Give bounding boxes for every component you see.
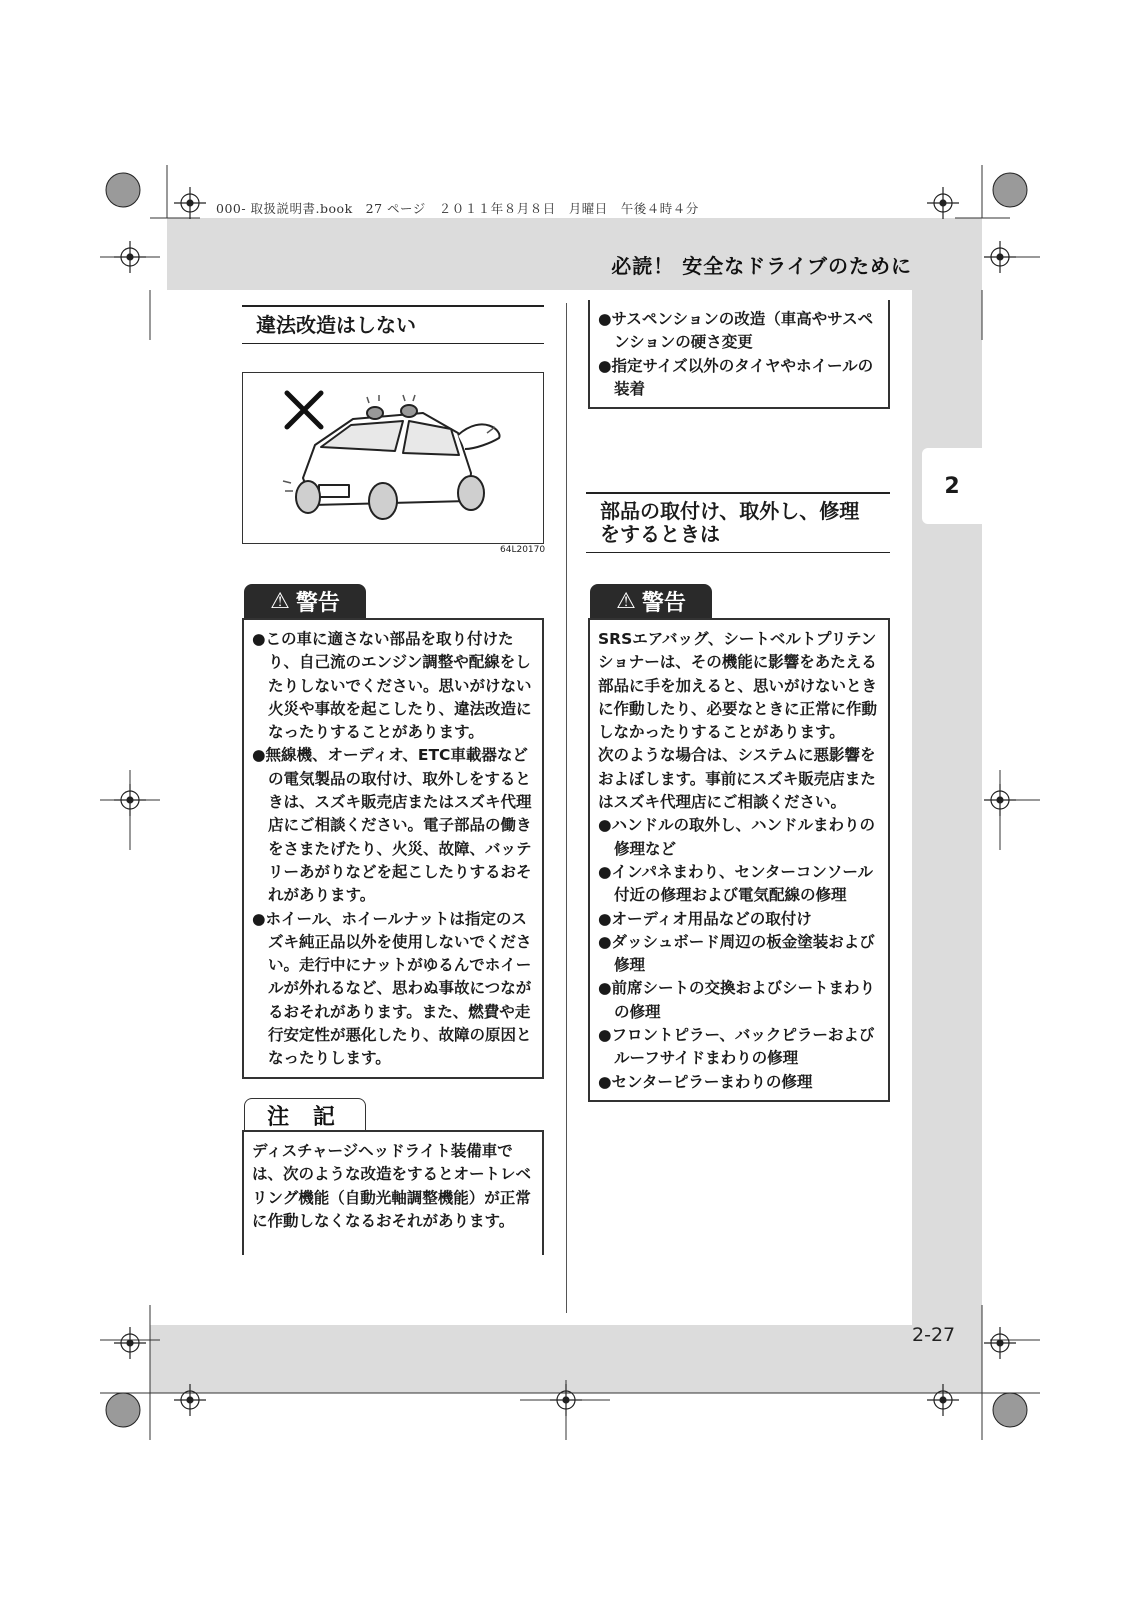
note-text: ディスチャージヘッドライト装備車では、次のような改造をするとオートレベリング機能（自動光軸調整機能）が正常に作動しなくなるおそれがあります。 [252,1142,532,1230]
prohibited-x-icon [287,393,321,427]
warning-item: ●センターピラーまわりの修理 [598,1072,813,1091]
warning-tag-right [590,584,712,618]
column-divider [566,303,567,1313]
warning-item: ●前席シートの交換およびシートまわりの修理 [598,979,876,1021]
warning-item: ●オーディオ用品などの取付け [598,909,812,928]
continued-warning-box [588,300,890,409]
warning-item: ●無線機、オーディオ、ETC車載器などの電気製品の取付け、取外しをするときは、スズキ販売店またはスズキ代理店にご相談ください。電子部品の働きをさまたげたり、火災、故障、バッテリーあがりなどを起こしたりするおそれがあります。 [252,746,532,905]
note-box [242,1130,544,1255]
warning-item: ●フロントピラー、バックピラーおよびルーフサイドまわりの修理 [598,1026,875,1068]
warning-tag-label: 警告 [295,590,340,616]
warning-triangle-icon: ⚠ [616,588,636,614]
warning-box-left [242,618,544,1079]
warning-item: ●ハンドルの取外し、ハンドルまわりの修理など [598,816,876,858]
section-title: 必読！ 安全なドライブのために [611,254,912,278]
page-number: 2-27 [912,1324,956,1346]
continued-item: ●サスペンションの改造（車高やサスペンションの硬さ変更 [598,310,874,352]
warning-box-right [588,618,890,1102]
book-info-line: 000- 取扱説明書.book 27 ページ ２０１１年８月８日 月曜日 午後４時４分 [216,201,699,216]
heading-parts-install: 部品の取付け、取外し、修理をするときは [586,492,890,553]
note-tag: 注 記 [244,1098,366,1132]
warning-paragraph: 次のような場合は、システムに悪影響をおよぼします。事前にスズキ販売店またはスズキ代理店にご相談ください。 [598,746,876,812]
warning-item: ●インパネまわり、センターコンソール付近の修理および電気配線の修理 [598,862,874,905]
figure-caption: 64L20170 [500,545,546,555]
chapter-tab: 2 [922,448,982,524]
warning-tag-left [244,584,366,618]
warning-item: ●ホイール、ホイールナットは指定のスズキ純正品以外を使用しないでください。走行中にナットがゆるんでホイールが外れるなど、思わぬ事故につながるおそれがあります。また、燃費や走行安定性が悪化したり、故障の原因となったりします。 [252,909,532,1068]
continued-item: ●指定サイズ以外のタイヤやホイールの装着 [598,356,874,398]
heading-illegal-modification: 違法改造はしない [242,305,544,344]
warning-paragraph: SRSエアバッグ、シートベルトプリテンショナーは、その機能に影響をあたえる部品に手を加えると、思いがけないときに作動したり、必要なときに正常に作動しなかったりすることがあります。 [598,630,878,742]
warning-tag-label: 警告 [641,590,686,616]
car-illustration [242,372,544,544]
warning-item: ●ダッシュボード周辺の板金塗装および修理 [598,932,875,975]
warning-item: ●この車に適さない部品を取り付けたり、自己流のエンジン調整や配線をしたりしないでください。思いがけない火災や事故を起こしたり、違法改造になったりすることがあります。 [252,630,532,742]
warning-triangle-icon: ⚠ [270,588,290,614]
